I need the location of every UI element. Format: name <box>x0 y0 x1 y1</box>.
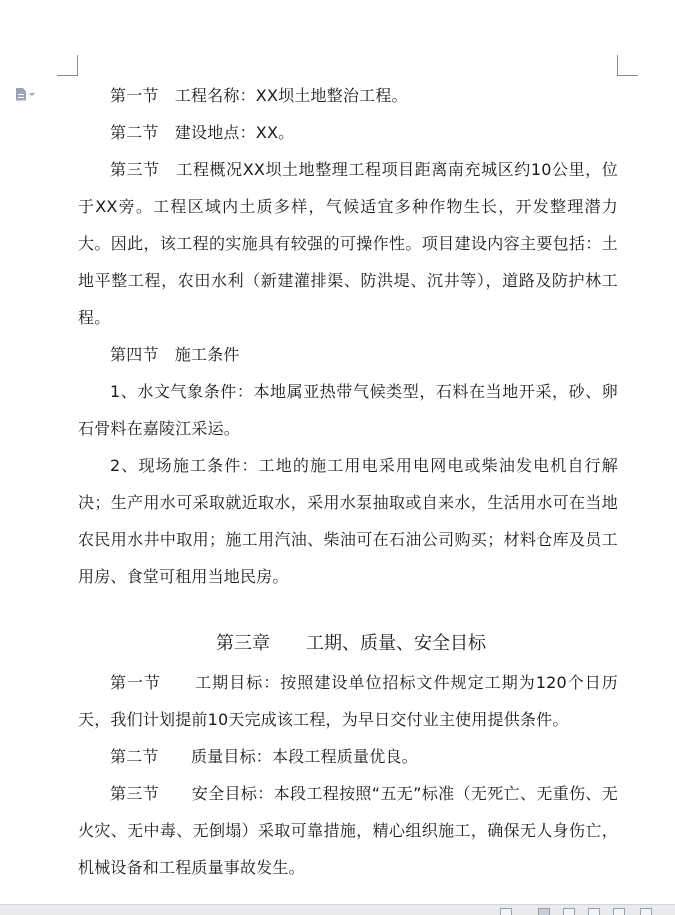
caret-down-icon <box>29 93 35 96</box>
paragraph-quality-goal: 第二节 质量目标：本段工程质量优良。 <box>110 747 418 766</box>
view-read-mode-button[interactable] <box>500 908 512 915</box>
paragraph-project-name: 第一节 工程名称：XX坝土地整治工程。 <box>110 86 408 105</box>
paragraph-conditions-heading: 第四节 施工条件 <box>110 345 240 364</box>
paragraph-site-conditions: 2、现场施工条件：工地的施工用电采用电网电或柴油发电机自行解决；生产用水可采取就近取水，采用水泵抽取或自来水，生活用水可在当地农民用水井中取用；施工用汽油、柴油可在石油公司购买；材料仓库及员工用房、食堂可租用当地民房。 <box>78 456 618 586</box>
paragraph-safety-goal: 第三节 安全目标：本段工程按照“五无”标准（无死亡、无重伤、无火灾、无中毒、无倒塌）采取可靠措施，精心组织施工，确保无人身伤亡，机械设备和工程质量事故发生。 <box>78 784 618 877</box>
zoom-button[interactable] <box>640 908 652 915</box>
view-page-mode-button[interactable] <box>538 908 550 915</box>
paragraph-location: 第二节 建设地点：XX。 <box>110 123 295 142</box>
view-web-mode-button[interactable] <box>563 908 575 915</box>
paragraph-options-button[interactable] <box>16 86 46 102</box>
document-body[interactable] <box>78 77 618 886</box>
paragraph-overview: 第三节 工程概况XX坝土地整理工程项目距离南充城区约10公里，位于XX旁。工程区域内土质多样，气候适宜多种作物生长，开发整理潜力大。因此，该工程的实施具有较强的可操作性。项目建设内容主要包括：土地平整工程，农田水利（新建灌排渠、防洪堤、沉井等），道路及防护林工程。 <box>78 160 618 327</box>
view-draft-mode-button[interactable] <box>613 908 625 915</box>
view-outline-mode-button[interactable] <box>588 908 600 915</box>
paragraph-hydrology: 1、水文气象条件：本地属亚热带气候类型，石料在当地开采，砂、卵石骨料在嘉陵江采运。 <box>78 382 618 438</box>
paragraph-schedule-goal: 第一节 工期目标：按照建设单位招标文件规定工期为120个日历天，我们计划提前10天完成该工程，为早日交付业主使用提供条件。 <box>78 673 618 729</box>
margin-corner-top-right <box>617 55 638 76</box>
margin-corner-top-left <box>57 55 78 76</box>
chapter-heading: 第三章 工期、质量、安全目标 <box>216 633 486 654</box>
document-icon <box>16 88 26 101</box>
status-bar <box>0 904 675 915</box>
